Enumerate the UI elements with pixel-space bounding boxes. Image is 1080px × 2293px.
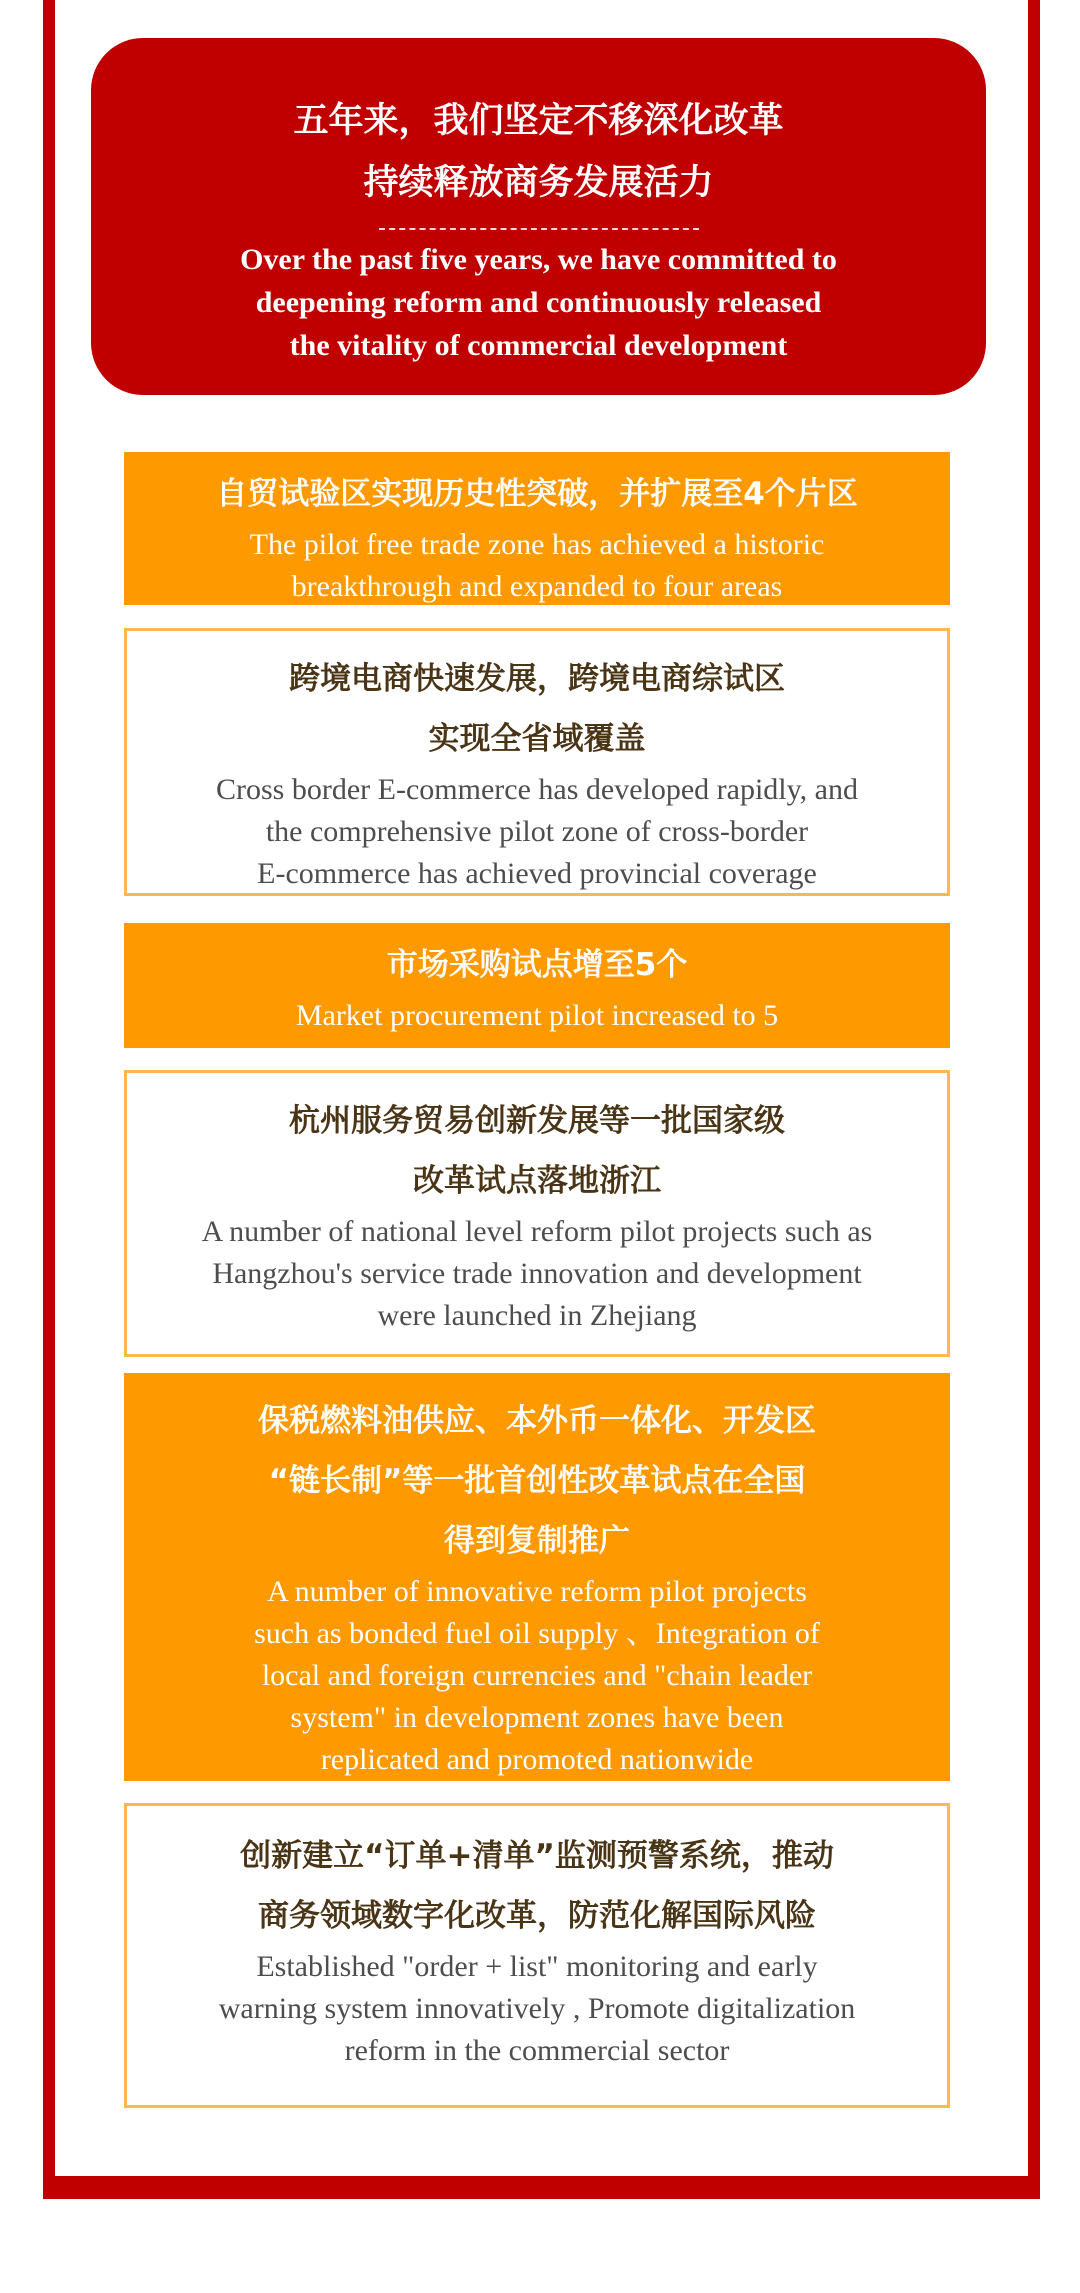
card-text: A number of national level reform pilot projects such as bbox=[201, 1215, 873, 1248]
card-text: warning system innovatively , Promote digitalization bbox=[218, 1992, 856, 2025]
card-text: such as bonded fuel oil supply 、Integration of bbox=[254, 1617, 820, 1650]
card-monitoring-system bbox=[124, 1803, 950, 2108]
card-text: reform in the commercial sector bbox=[344, 2034, 730, 2067]
card-text: replicated and promoted nationwide bbox=[320, 1743, 754, 1776]
card-free-trade-zone bbox=[124, 452, 950, 605]
card-text: Market procurement pilot increased to 5 bbox=[295, 999, 779, 1032]
card-text: the comprehensive pilot zone of cross-border bbox=[265, 815, 809, 848]
card-text: A number of innovative reform pilot projects bbox=[267, 1575, 807, 1608]
frame-bottom-border bbox=[43, 2176, 1040, 2199]
card-text: The pilot free trade zone has achieved a historic bbox=[249, 528, 825, 561]
card-text: Cross border E-commerce has developed rapidly, and bbox=[216, 773, 858, 806]
header-cn-line-1: 五年来，我们坚定不移深化改革 bbox=[293, 101, 784, 141]
card-innovative-reform-pilots bbox=[124, 1373, 950, 1781]
card-title: 杭州服务贸易创新发展等一批国家级 bbox=[289, 1103, 785, 1139]
card-text: E-commerce has achieved provincial coverage bbox=[257, 857, 817, 890]
card-text: breakthrough and expanded to four areas bbox=[291, 570, 783, 603]
card-text: Established "order + list" monitoring and early bbox=[256, 1950, 818, 1983]
card-title: 实现全省域覆盖 bbox=[428, 721, 646, 757]
card-text: system" in development zones have been bbox=[290, 1701, 784, 1734]
header-divider bbox=[379, 228, 699, 230]
card-market-procurement bbox=[124, 923, 950, 1048]
card-title: 保税燃料油供应、本外币一体化、开发区 bbox=[258, 1403, 816, 1439]
card-title: 改革试点落地浙江 bbox=[413, 1163, 661, 1199]
header-en-line-3: the vitality of commercial development bbox=[289, 329, 788, 362]
header-cn-line-2: 持续释放商务发展活力 bbox=[363, 163, 714, 203]
card-title: 自贸试验区实现历史性突破，并扩展至4个片区 bbox=[216, 476, 858, 512]
frame-right-border bbox=[1028, 0, 1040, 2188]
header-banner bbox=[91, 38, 986, 395]
card-title: 得到复制推广 bbox=[444, 1523, 630, 1559]
card-title: “链长制”等一批首创性改革试点在全国 bbox=[268, 1463, 806, 1499]
card-title: 商务领域数字化改革，防范化解国际风险 bbox=[258, 1898, 816, 1934]
card-title: 市场采购试点增至5个 bbox=[386, 947, 688, 983]
header-en-line-2: deepening reform and continuously released bbox=[255, 286, 822, 319]
card-cross-border-ecommerce bbox=[124, 628, 950, 896]
card-title: 创新建立“订单+清单”监测预警系统，推动 bbox=[240, 1838, 834, 1874]
card-text: local and foreign currencies and "chain leader bbox=[261, 1659, 813, 1692]
card-title: 跨境电商快速发展，跨境电商综试区 bbox=[289, 661, 785, 697]
card-text: Hangzhou's service trade innovation and development bbox=[212, 1257, 862, 1290]
card-national-reform-pilots bbox=[124, 1070, 950, 1357]
card-text: were launched in Zhejiang bbox=[377, 1299, 697, 1332]
header-en-line-1: Over the past five years, we have committed to bbox=[240, 243, 837, 276]
frame-left-border bbox=[43, 0, 55, 2188]
